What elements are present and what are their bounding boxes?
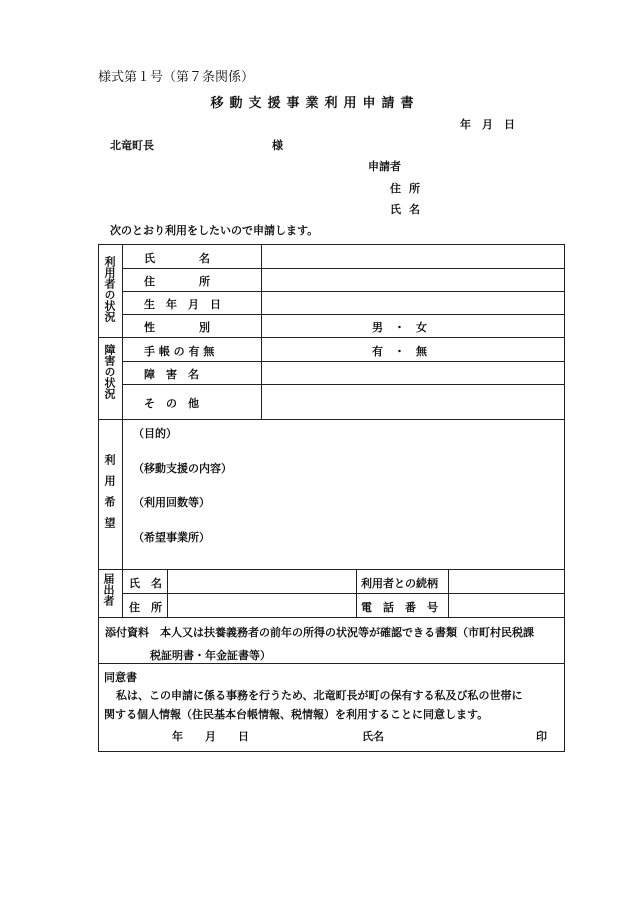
phone-label: 電 話 番 号 (361, 601, 438, 614)
consent-line-1: 私は、この申請に係る事務を行うため、北竜町長が町の保有する私及び私の世帯に (116, 689, 523, 702)
consent-date: 年 月 日 (172, 730, 249, 743)
submitter-address-label: 住 所 (129, 601, 162, 614)
support-content-label: （移動支援の内容） (133, 462, 232, 475)
date-line: 年 月 日 (460, 118, 515, 131)
relationship-label: 利用者との続柄 (361, 577, 438, 590)
submitter-section-heading: 届出者 (102, 573, 115, 606)
applicant-label: 申請者 (368, 160, 401, 173)
addressee: 北竜町長 (110, 139, 154, 152)
page-title: 移動支援事業利用申請書 (210, 96, 420, 111)
applicant-name-label: 氏名 (390, 203, 428, 216)
consent-heading: 同意書 (104, 671, 137, 684)
handbook-label: 手 帳 の 有 無 (144, 345, 215, 358)
user-birthdate-label: 生 年 月 日 (144, 298, 221, 311)
user-sex-label: 性 別 (144, 321, 210, 334)
applicant-address-label: 住所 (390, 182, 428, 195)
disability-name-label: 障 害 名 (144, 368, 199, 381)
handbook-options: 有 ・ 無 (372, 345, 427, 358)
attachment-line-2: 税証明書・年金証書等） (150, 649, 271, 662)
user-address-label: 住 所 (144, 275, 210, 288)
other-label: そ の 他 (144, 397, 199, 410)
submitter-name-label: 氏 名 (129, 577, 162, 590)
honorific: 様 (272, 139, 283, 152)
request-section-heading: 利用希望 (103, 454, 116, 538)
usage-frequency-label: （利用回数等） (133, 496, 210, 509)
consent-name-label: 氏名 (362, 730, 384, 743)
user-name-label: 氏 名 (144, 252, 210, 265)
seal-mark: 印 (536, 730, 547, 743)
form-number: 様式第１号（第７条関係） (98, 70, 255, 85)
intro-text: 次のとおり利用をしたいので申請します。 (110, 224, 319, 237)
consent-line-2: 関する個人情報（住民基本台帳情報、税情報）を利用することに同意します。 (104, 708, 489, 721)
attachment-line-1: 添付資料 本人又は扶養義務者の前年の所得の状況等が確認できる書類（市町村民税課 (105, 626, 534, 639)
preferred-provider-label: （希望事業所） (133, 531, 210, 544)
user-section-heading: 利用者の状況 (103, 256, 116, 322)
disability-section-heading: 障害の状況 (103, 344, 116, 399)
purpose-label: （目的） (133, 427, 177, 440)
sex-options: 男 ・ 女 (372, 321, 427, 334)
